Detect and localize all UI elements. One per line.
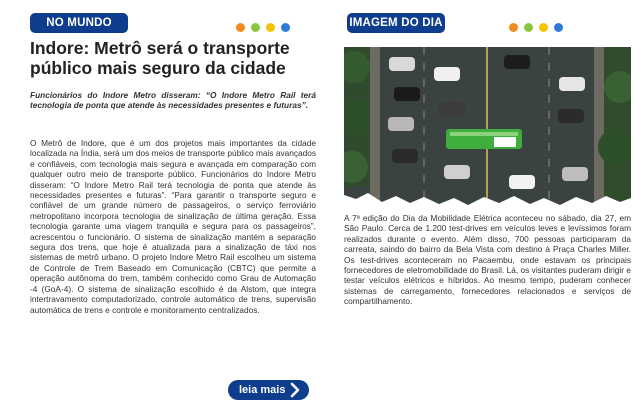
article-headline: Indore: Metrô será o transporte público mais seguro da cidade [30, 38, 290, 78]
read-more-label: leia mais [239, 384, 286, 396]
read-more-button[interactable] [228, 380, 309, 400]
image-of-the-day-column [333, 0, 641, 411]
dot-orange [509, 23, 518, 32]
dot-yellow [539, 23, 548, 32]
section-label: NO MUNDO [30, 13, 128, 33]
decorative-dots [236, 23, 290, 32]
section-label: IMAGEM DO DIA [347, 13, 445, 33]
decorative-dots [509, 23, 563, 32]
dot-blue [554, 23, 563, 32]
aerial-traffic-photo [344, 47, 631, 207]
dot-orange [236, 23, 245, 32]
image-caption: A 7ª edição do Dia da Mobilidade Elétrica aconteceu no sábado, dia 27, em São Paulo. Cerca de 1.200 test-drives em veículos leves e levíssimos foram realizados durante o evento. Além disso, 700 pessoas participaram da carreata, saindo do bairro da Bela Vista com destino à Praça Charles Miller. Os test-drives aconteceram no Pacaembu, onde estavam os principais fornecedores de eletromobilidade do Brasil. Lá, os visitantes puderam dirigir e testar veículos elétricos e híbridos. Ao mesmo tempo, puderam conhecer sistemas de carregamento, fornecedores relacionados e serviços de compartilhamento. [344, 213, 631, 307]
dot-green [524, 23, 533, 32]
article-lead: Funcionários do Indore Metro disseram: “O Indore Metro Rail terá tecnologia de ponta que atende às necessidades presentes e futuras”. [30, 90, 316, 110]
chevron-right-icon [287, 382, 303, 398]
dot-yellow [266, 23, 275, 32]
dot-blue [281, 23, 290, 32]
photo-illustration [344, 47, 631, 207]
article-body: O Metrô de Indore, que é um dos projetos mais importantes da cidade localizada na Índia, será um dos meios de transporte público mais avançados e confiáveis, com tecnologia mais segura e avançada em comparação com qualquer outro meio de transporte público. Funcionários do Indore Metro disseram: “O Indore Metro Rail terá tecnologia de ponta que atende às necessidades presentes e futuras”. “Para garantir o transporte seguro e confiável de um grande número de passageiros, o serviço ferroviário metropolitano incorpora tecnologia de sinalização de última geração. Essa tecnologia garante uma viagem tranquila e segura para os passageiros”, acrescentou o funcionário. O sistema de sinalização mantém a separação segura dos trens, que hoje é atualizada para a sinalização de táxi nos sistemas de metrô urbano. O projeto Indore Metro Rail escolheu um sistema de Controle de Trem Baseado em Comunicação (CBTC) que permite a operação autônoma do trem, também conhecido como Grau de Automação -4 (GoA-4). O sistema de sinalização escolhido é da Alstom, que integra intertravamento computadorizado, controle automático de trens, supervisão automática de trens e controle e monitoramento centralizados. [30, 138, 316, 315]
dot-green [251, 23, 260, 32]
